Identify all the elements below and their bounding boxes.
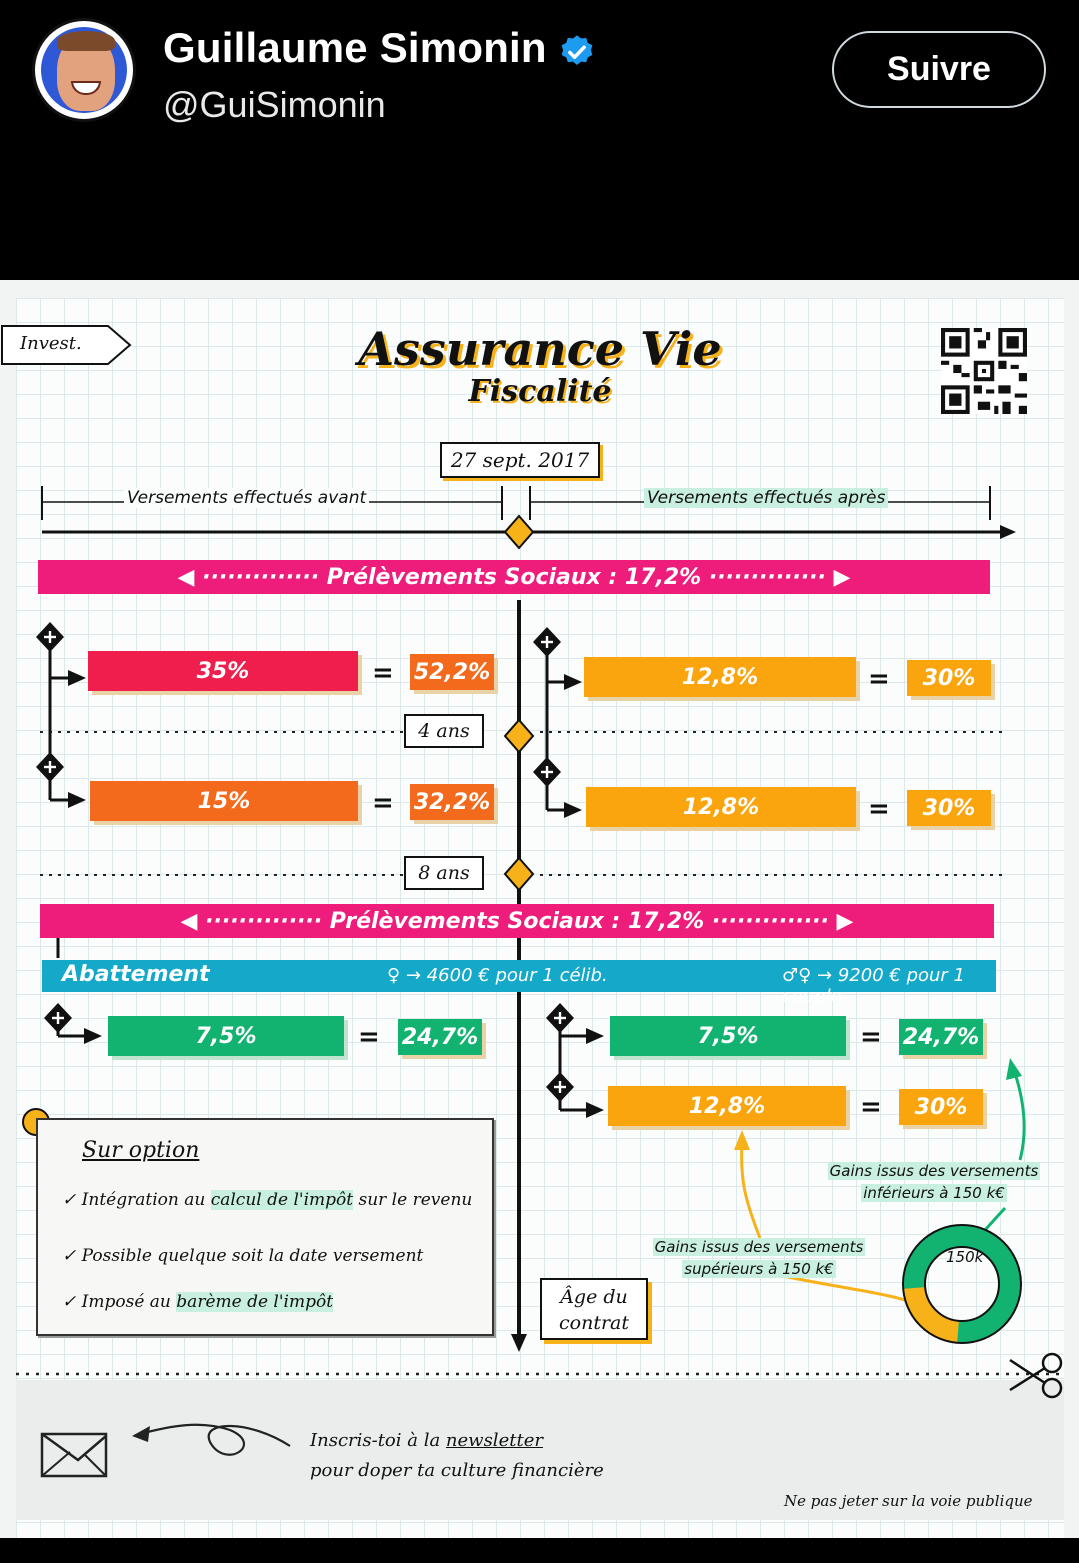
gain-inferieur-note: Gains issus des versements inférieurs à 150 k€ bbox=[829, 1162, 1039, 1202]
tweet-header bbox=[0, 0, 1079, 280]
total-rate: 30% bbox=[907, 790, 991, 826]
years-4-box: 4 ans bbox=[404, 714, 484, 748]
contract-age-box bbox=[540, 1278, 648, 1340]
person-icon: ♀ → bbox=[387, 965, 421, 986]
abattement-couple-text: 9200 € pour 1 couple bbox=[782, 965, 965, 1007]
equals-sign: = bbox=[372, 788, 394, 818]
age-label-line2: contrat bbox=[559, 1312, 629, 1334]
option-note bbox=[36, 1118, 494, 1336]
infographic-subtitle: Fiscalité bbox=[468, 374, 612, 409]
equals-sign: = bbox=[372, 658, 394, 688]
rate-bar: 7,5% bbox=[610, 1016, 846, 1056]
option-item: ✓ Imposé au barème de l'impôt bbox=[62, 1292, 334, 1312]
total-rate: 24,7% bbox=[899, 1019, 983, 1055]
rate-bar: 12,8% bbox=[586, 787, 856, 827]
follow-button[interactable]: Suivre bbox=[832, 31, 1046, 108]
abattement-label: Abattement bbox=[62, 962, 210, 987]
option-item: ✓ Possible quelque soit la date versement bbox=[62, 1246, 424, 1266]
after-label: Versements effectués après bbox=[644, 488, 888, 508]
total-rate: 52,2% bbox=[410, 654, 494, 690]
abattement-single-text: 4600 € pour 1 célib. bbox=[426, 965, 608, 986]
infographic-image[interactable] bbox=[0, 280, 1079, 1538]
total-rate: 30% bbox=[899, 1089, 983, 1125]
check-icon: ✓ bbox=[62, 1292, 82, 1312]
check-icon: ✓ bbox=[62, 1246, 82, 1266]
display-name[interactable]: Guillaume Simonin bbox=[163, 24, 547, 71]
abattement-bar bbox=[42, 960, 996, 1007]
user-handle[interactable]: @GuiSimonin bbox=[163, 84, 386, 125]
avatar[interactable] bbox=[32, 18, 136, 122]
qr-code-icon[interactable] bbox=[941, 328, 1027, 414]
total-rate: 32,2% bbox=[410, 784, 494, 820]
newsletter-link[interactable]: newsletter bbox=[445, 1430, 543, 1451]
prelevements-text: ◀ ·············· Prélèvements Sociaux : 17,2% ·············· ▶ bbox=[177, 564, 851, 590]
age-label-line1: Âge du bbox=[560, 1286, 628, 1308]
rate-bar: 15% bbox=[90, 781, 358, 821]
rate-bar: 35% bbox=[88, 651, 358, 691]
verified-badge-icon bbox=[558, 33, 596, 71]
gain-superieur-note: Gains issus des versements supérieurs à 150 k€ bbox=[654, 1238, 864, 1278]
equals-sign: = bbox=[868, 664, 890, 694]
newsletter-cta[interactable]: Inscris-toi à la newsletter pour doper ta culture financière bbox=[310, 1430, 604, 1481]
years-8-box: 8 ans bbox=[404, 856, 484, 890]
prelevements-bar-top bbox=[38, 560, 990, 594]
public-note: Ne pas jeter sur la voie publique bbox=[784, 1492, 1033, 1510]
reform-date-box: 27 sept. 2017 bbox=[440, 442, 600, 478]
couple-icon: ♂♀ → bbox=[782, 965, 833, 986]
equals-sign: = bbox=[868, 794, 890, 824]
equals-sign: = bbox=[860, 1092, 882, 1122]
prelevements-text: ◀ ·············· Prélèvements Sociaux : 17,2% ·············· ▶ bbox=[180, 908, 854, 934]
rate-bar: 12,8% bbox=[584, 657, 856, 697]
invest-tag: Invest. bbox=[0, 324, 132, 366]
option-item: ✓ Intégration au calcul de l'impôt sur le revenu bbox=[62, 1190, 473, 1210]
infographic-title: Assurance Vie bbox=[358, 322, 722, 376]
abattement-couple bbox=[782, 965, 996, 1007]
donut-label: 150k bbox=[946, 1248, 984, 1266]
before-label: Versements effectués avant bbox=[124, 488, 369, 508]
prelevements-bar-bottom bbox=[40, 904, 994, 938]
rate-bar: 7,5% bbox=[108, 1016, 344, 1056]
abattement-single bbox=[387, 965, 608, 986]
rate-bar: 12,8% bbox=[608, 1086, 846, 1126]
total-rate: 30% bbox=[907, 660, 991, 696]
bottom-bar bbox=[0, 1538, 1079, 1563]
total-rate: 24,7% bbox=[398, 1019, 482, 1055]
equals-sign: = bbox=[358, 1022, 380, 1052]
equals-sign: = bbox=[860, 1022, 882, 1052]
check-icon: ✓ bbox=[62, 1190, 82, 1210]
option-title: Sur option bbox=[82, 1138, 200, 1163]
